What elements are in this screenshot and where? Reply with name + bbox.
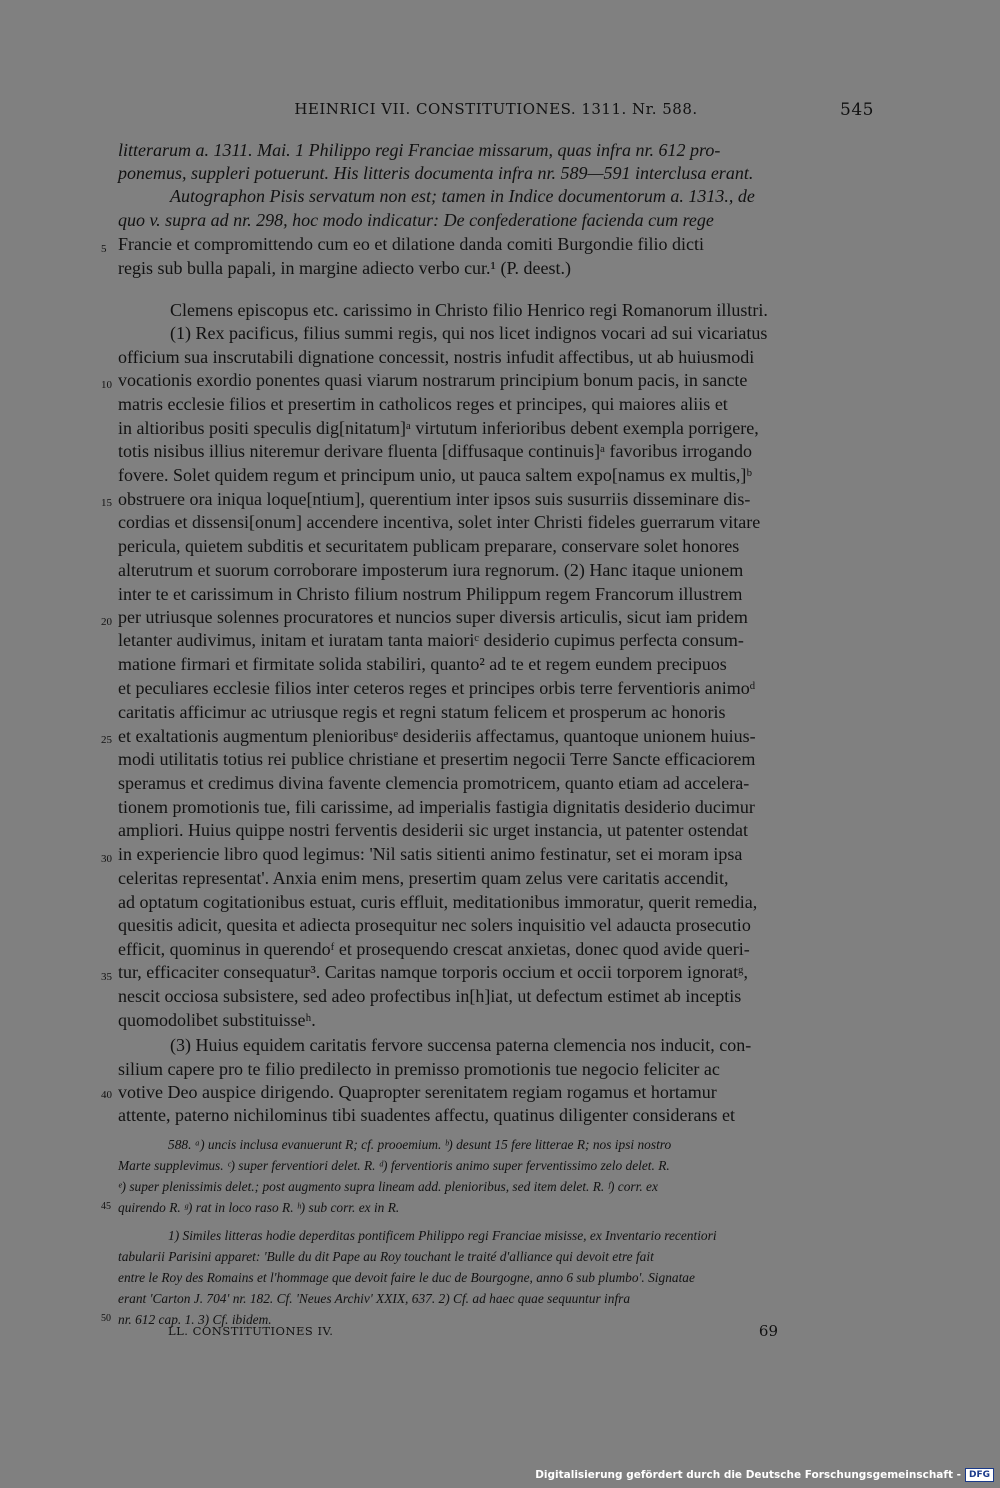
text-line: letanter audivimus, initam et iuratam tanta maioriᶜ desiderio cupimus perfecta consum-: [118, 630, 744, 650]
text-line: matione firmari et firmitate solida stabiliri, quanto² ad te et regem eundem precipuos: [118, 654, 727, 674]
text-line: inter te et carissimum in Christo filium nostrum Philippum regem Francorum illustrem: [118, 584, 743, 604]
text-line: nescit occiosa subsistere, sed adeo profectibus in[h]iat, ut defectum estimet ab inceptis: [118, 986, 742, 1006]
running-header: [118, 100, 874, 126]
text-line: pericula, quietem subditis et securitatem publicam preparare, conservare solet honores: [118, 536, 740, 556]
text-line: silium capere pro te filio predilecto in premisso promotionis tue negocio feliciter ac: [118, 1059, 720, 1079]
text-line: fovere. Solet quidem regum et principum unio, ut pauca saltem expo[namus ex multis,]ᵇ: [118, 465, 752, 485]
text-line: ponemus, suppleri potuerunt. His litteris documenta infra nr. 589—591 interclusa erant.: [118, 163, 754, 183]
footnote-line: quirendo R. ᵍ) rat in loco raso R. ʰ) sub corr. ex in R.: [118, 1200, 400, 1215]
text-line: attente, paterno nichilominus tibi suadentes affectu, quatinus diligenter considerans et: [118, 1105, 735, 1125]
line-number: 20: [101, 616, 112, 628]
text-line: (3) Huius equidem caritatis fervore succensa paterna clemencia nos inducit, con-: [170, 1035, 752, 1055]
text-line: quo v. supra ad nr. 298, hoc modo indicatur: De confederatione facienda cum rege: [118, 210, 714, 230]
text-line: Clemens episcopus etc. carissimo in Christo filio Henrico regi Romanorum illustri.: [170, 300, 768, 320]
text-line: votive Deo auspice dirigendo. Quapropter serenitatem regiam rogamus et hortamur: [118, 1082, 717, 1102]
line-number: 25: [101, 734, 112, 746]
text-line: vocationis exordio ponentes quasi viarum nostrarum principium bonum pacis, in sancte: [118, 370, 748, 390]
text-line: modi utilitatis totius rei publice christiane et presertim negocii Terre Sancte efficaciorem: [118, 749, 756, 769]
line-number: 5: [101, 243, 107, 255]
text-line: et exaltationis augmentum plenioribusᵉ desideriis affectamus, quantoque unionem huius-: [118, 726, 756, 746]
page-number: 545: [840, 100, 874, 120]
text-line: Francie et compromittendo cum eo et dilatione danda comiti Burgondie filio dicti: [118, 234, 705, 254]
text-line: efficit, quominus in querendoᶠ et prosequendo crescat anxietas, donec quod avide queri-: [118, 939, 750, 959]
footnote-line: Marte supplevimus. ᶜ) super ferventiori delet. R. ᵈ) ferventioris animo super ferventissimo zelo delet. R.: [118, 1158, 670, 1173]
text-line: litterarum a. 1311. Mai. 1 Philippo regi Franciae missarum, quas infra nr. 612 pro-: [118, 140, 721, 160]
footnote-line: ᵉ) super plenissimis delet.; post augmento supra lineam add. plenioribus, sed item delet. R. ᶠ) corr. ex: [118, 1179, 658, 1194]
text-line: speramus et credimus divina favente clemencia promotricem, quanto etiam ad accelera-: [118, 773, 750, 793]
text-line: in experiencie libro quod legimus: 'Nil satis sitienti animo festinatur, set ei moram ipsa: [118, 844, 743, 864]
line-number: 40: [101, 1089, 112, 1101]
text-line: et peculiares ecclesie filios inter ceteros reges et principes orbis terre ferventioris animoᵈ: [118, 678, 756, 698]
running-title: HEINRICI VII. CONSTITUTIONES. 1311. Nr. 588.: [294, 100, 698, 118]
text-line: officium sua inscrutabili dignatione concessit, nostris infudit affectibus, ut ab huiusmodi: [118, 347, 755, 367]
dfg-logo: DFG: [965, 1468, 994, 1482]
text-line: in altioribus positi speculis dig[nitatum]ᵃ virtutum inferioribus debent exempla porrigere,: [118, 418, 759, 438]
text-line: alterutrum et suorum corroborare imposterum iura regnorum. (2) Hanc itaque unionem: [118, 560, 744, 580]
sheet-signature: 69: [758, 1322, 778, 1340]
footnote-line: 588. ᵃ) uncis inclusa evanuerunt R; cf. prooemium. ᵇ) desunt 15 fere litterae R; nos ipsi nostro: [168, 1137, 672, 1152]
credit-text: Digitalisierung gefördert durch die Deutsche Forschungsgemeinschaft -: [535, 1469, 961, 1481]
footnote-line: entre le Roy des Romains et l'hommage que devoit faire le duc de Bourgogne, anno 6 sub plumbo'. Signatae: [118, 1270, 695, 1285]
text-line: quomodolibet substituisseʰ.: [118, 1010, 316, 1030]
volume-label: LL. CONSTITUTIONES IV.: [168, 1324, 334, 1338]
text-line: per utriusque solennes procuratores et nuncios super diversis articulis, sicut iam pridem: [118, 607, 748, 627]
digitization-credit: [535, 1468, 994, 1482]
footnote-line: erant 'Carton J. 704' nr. 182. Cf. 'Neues Archiv' XXIX, 637. 2) Cf. ad haec quae sequuntur infra: [118, 1291, 631, 1306]
text-line: regis sub bulla papali, in margine adiecto verbo cur.¹ (P. deest.): [118, 258, 571, 278]
text-line: Autographon Pisis servatum non est; tamen in Indice documentorum a. 1313., de: [170, 186, 755, 206]
text-line: caritatis afficimur ac utriusque regis et regni statum felicem et prosperum ac honoris: [118, 702, 726, 722]
line-number: 45: [101, 1201, 111, 1212]
footnote-line: tabularii Parisini apparet: 'Bulle du dit Pape au Roy touchant le traité d'alliance qui devoit etre fait: [118, 1249, 654, 1264]
text-line: celeritas representat'. Anxia enim mens, presertim quam zelus vere caritatis accendit,: [118, 868, 729, 888]
line-number: 30: [101, 853, 112, 865]
text-line: cordias et dissensi[onum] accendere incentiva, solet inter Christi fideles guerrarum vitare: [118, 512, 761, 532]
line-number: 35: [101, 971, 112, 983]
line-number: 50: [101, 1313, 111, 1324]
text-line: ampliori. Huius quippe nostri ferventis desiderii sic urget instancia, ut patenter ostendat: [118, 820, 749, 840]
line-number: 15: [101, 497, 112, 509]
text-line: ad optatum cogitationibus estuat, curis effluit, meditationibus immoratur, querit remedia,: [118, 892, 758, 912]
footnote-line: 1) Similes litteras hodie deperditas pontificem Philippo regi Franciae misisse, ex Inventario recentiori: [168, 1228, 717, 1243]
line-number: 10: [101, 379, 112, 391]
footnote-line: nr. 612 cap. 1. 3) Cf. ibidem.: [118, 1312, 272, 1327]
text-line: obstruere ora iniqua loque[ntium], querentium inter ipsos suis susurriis disseminare dis-: [118, 489, 751, 509]
text-line: tionem promotionis tue, fili carissime, ad imperialis fastigia dignitatis desiderio ducimur: [118, 797, 755, 817]
text-line: (1) Rex pacificus, filius summi regis, qui nos licet indignos vocari ad sui vicariatus: [170, 323, 768, 343]
text-line: totis nisibus illius niteremur derivare fluenta [diffusaque continuis]ᵃ favoribus irrogando: [118, 441, 752, 461]
text-line: tur, efficaciter consequatur³. Caritas namque torporis occium et occii torporem ignoratᵍ,: [118, 962, 749, 982]
text-line: quesitis adicit, quesita et adiecta prosequitur nec solers inquisitio vel adaucta prosecutio: [118, 915, 751, 935]
text-line: matris ecclesie filios et presertim in catholicos reges et principes, qui maiores aliis et: [118, 394, 728, 414]
